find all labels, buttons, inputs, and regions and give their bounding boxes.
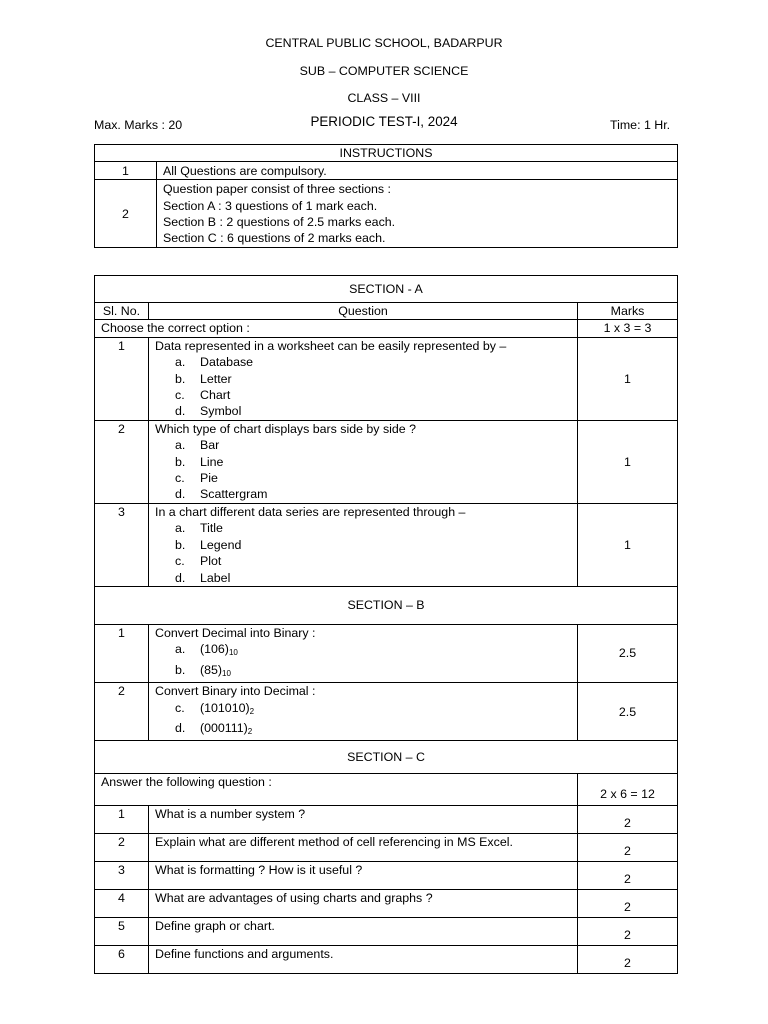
instructions-title: INSTRUCTIONS xyxy=(95,145,678,162)
section-a-intro: Choose the correct option : xyxy=(95,320,578,337)
question-cell xyxy=(149,420,578,503)
class-line: CLASS – VIII xyxy=(347,91,421,105)
question-marks: 1 xyxy=(578,337,678,420)
question-number: 1 xyxy=(95,337,149,420)
col-marks: Marks xyxy=(578,303,678,320)
col-question: Question xyxy=(149,303,578,320)
option: d. Symbol xyxy=(175,404,242,419)
question-text: What is formatting ? How is it useful ? xyxy=(149,862,578,890)
option: d. $(000111)_2$ xyxy=(175,720,253,736)
max-marks: Max. Marks : 20 xyxy=(94,118,183,132)
question-marks: 2 xyxy=(578,918,678,946)
question-row xyxy=(95,624,678,682)
question-number: 5 xyxy=(95,918,149,946)
section-c-intro: Answer the following question : xyxy=(95,774,578,806)
instruction-line: Section C : 6 questions of 2 marks each. xyxy=(163,231,386,246)
test-title: PERIODIC TEST-I, 2024 xyxy=(310,114,458,129)
section-a-intro-marks: 1 x 3 = 3 xyxy=(578,320,678,337)
question-cell xyxy=(149,683,578,741)
option: b. $(85)_{10}$ xyxy=(175,662,231,678)
question-number: 2 xyxy=(95,420,149,503)
question-marks: 1 xyxy=(578,503,678,586)
instructions-table xyxy=(94,144,678,248)
question-marks: 2 xyxy=(578,834,678,862)
column-header-row xyxy=(95,303,678,320)
question-number: 4 xyxy=(95,890,149,918)
instruction-line: Section A : 3 questions of 1 mark each. xyxy=(163,198,378,213)
question-row xyxy=(95,890,678,918)
question-marks: 2.5 xyxy=(578,683,678,741)
question-marks: 2 xyxy=(578,890,678,918)
question-row xyxy=(95,337,678,420)
instruction-row xyxy=(95,180,678,248)
question-number: 3 xyxy=(95,503,149,586)
question-number: 6 xyxy=(95,946,149,974)
option: a. $(106)_{10}$ xyxy=(175,642,238,658)
col-sl-no: Sl. No. xyxy=(95,303,149,320)
question-row xyxy=(95,420,678,503)
question-number: 1 xyxy=(95,806,149,834)
question-row xyxy=(95,683,678,741)
question-row xyxy=(95,806,678,834)
question-text: Define functions and arguments. xyxy=(149,946,578,974)
section-c-intro-marks: 2 x 6 = 12 xyxy=(578,774,678,806)
question-number: 2 xyxy=(95,834,149,862)
question-marks: 2 xyxy=(578,806,678,834)
instruction-number: 1 xyxy=(95,162,157,180)
question-text: Convert Binary into Decimal : xyxy=(155,684,316,699)
question-number: 2 xyxy=(95,683,149,741)
question-row xyxy=(95,918,678,946)
option: a. Title xyxy=(175,521,223,536)
question-text: Which type of chart displays bars side by side ? xyxy=(155,421,417,436)
option: b. Letter xyxy=(175,371,232,386)
option: c. Pie xyxy=(175,471,218,486)
question-text: In a chart different data series are represented through – xyxy=(155,504,466,519)
instruction-line: Section B : 2 questions of 2.5 marks each. xyxy=(163,214,396,229)
option: d. Label xyxy=(175,570,231,585)
question-text: Data represented in a worksheet can be easily represented by – xyxy=(155,338,507,353)
option: a. Bar xyxy=(175,438,220,453)
option: b. Legend xyxy=(175,537,242,552)
question-table xyxy=(94,275,678,974)
question-text: Define graph or chart. xyxy=(149,918,578,946)
question-marks: 1 xyxy=(578,420,678,503)
question-cell xyxy=(149,337,578,420)
question-number: 1 xyxy=(95,624,149,682)
question-cell xyxy=(149,503,578,586)
question-text: What are advantages of using charts and graphs ? xyxy=(149,890,578,918)
question-row xyxy=(95,834,678,862)
section-a-intro-row xyxy=(95,320,678,337)
question-number: 3 xyxy=(95,862,149,890)
question-row xyxy=(95,862,678,890)
section-c-title: SECTION – C xyxy=(95,741,678,774)
school-name: CENTRAL PUBLIC SCHOOL, BADARPUR xyxy=(265,36,503,50)
instruction-text: All Questions are compulsory. xyxy=(157,162,678,180)
option: c. Plot xyxy=(175,554,222,569)
instruction-text xyxy=(157,180,678,248)
question-cell xyxy=(149,624,578,682)
instruction-row xyxy=(95,162,678,180)
time-allowed: Time: 1 Hr. xyxy=(610,118,671,132)
question-text: Explain what are different method of cell referencing in MS Excel. xyxy=(149,834,578,862)
option: c. $(101010)_2$ xyxy=(175,700,255,716)
question-row xyxy=(95,946,678,974)
subject-line: SUB – COMPUTER SCIENCE xyxy=(299,64,469,78)
question-marks: 2 xyxy=(578,946,678,974)
question-marks: 2.5 xyxy=(578,624,678,682)
option: d. Scattergram xyxy=(175,487,268,502)
question-row xyxy=(95,503,678,586)
option: a. Database xyxy=(175,355,254,370)
question-text: What is a number system ? xyxy=(149,806,578,834)
question-text: Convert Decimal into Binary : xyxy=(155,625,316,640)
question-marks: 2 xyxy=(578,862,678,890)
section-c-intro-row xyxy=(95,774,678,806)
option: c. Chart xyxy=(175,388,231,403)
section-a-title: SECTION - A xyxy=(95,276,678,303)
section-b-title: SECTION – B xyxy=(95,586,678,624)
option: b. Line xyxy=(175,454,224,469)
instruction-number: 2 xyxy=(95,180,157,248)
instruction-line: Question paper consist of three sections : xyxy=(163,182,391,197)
